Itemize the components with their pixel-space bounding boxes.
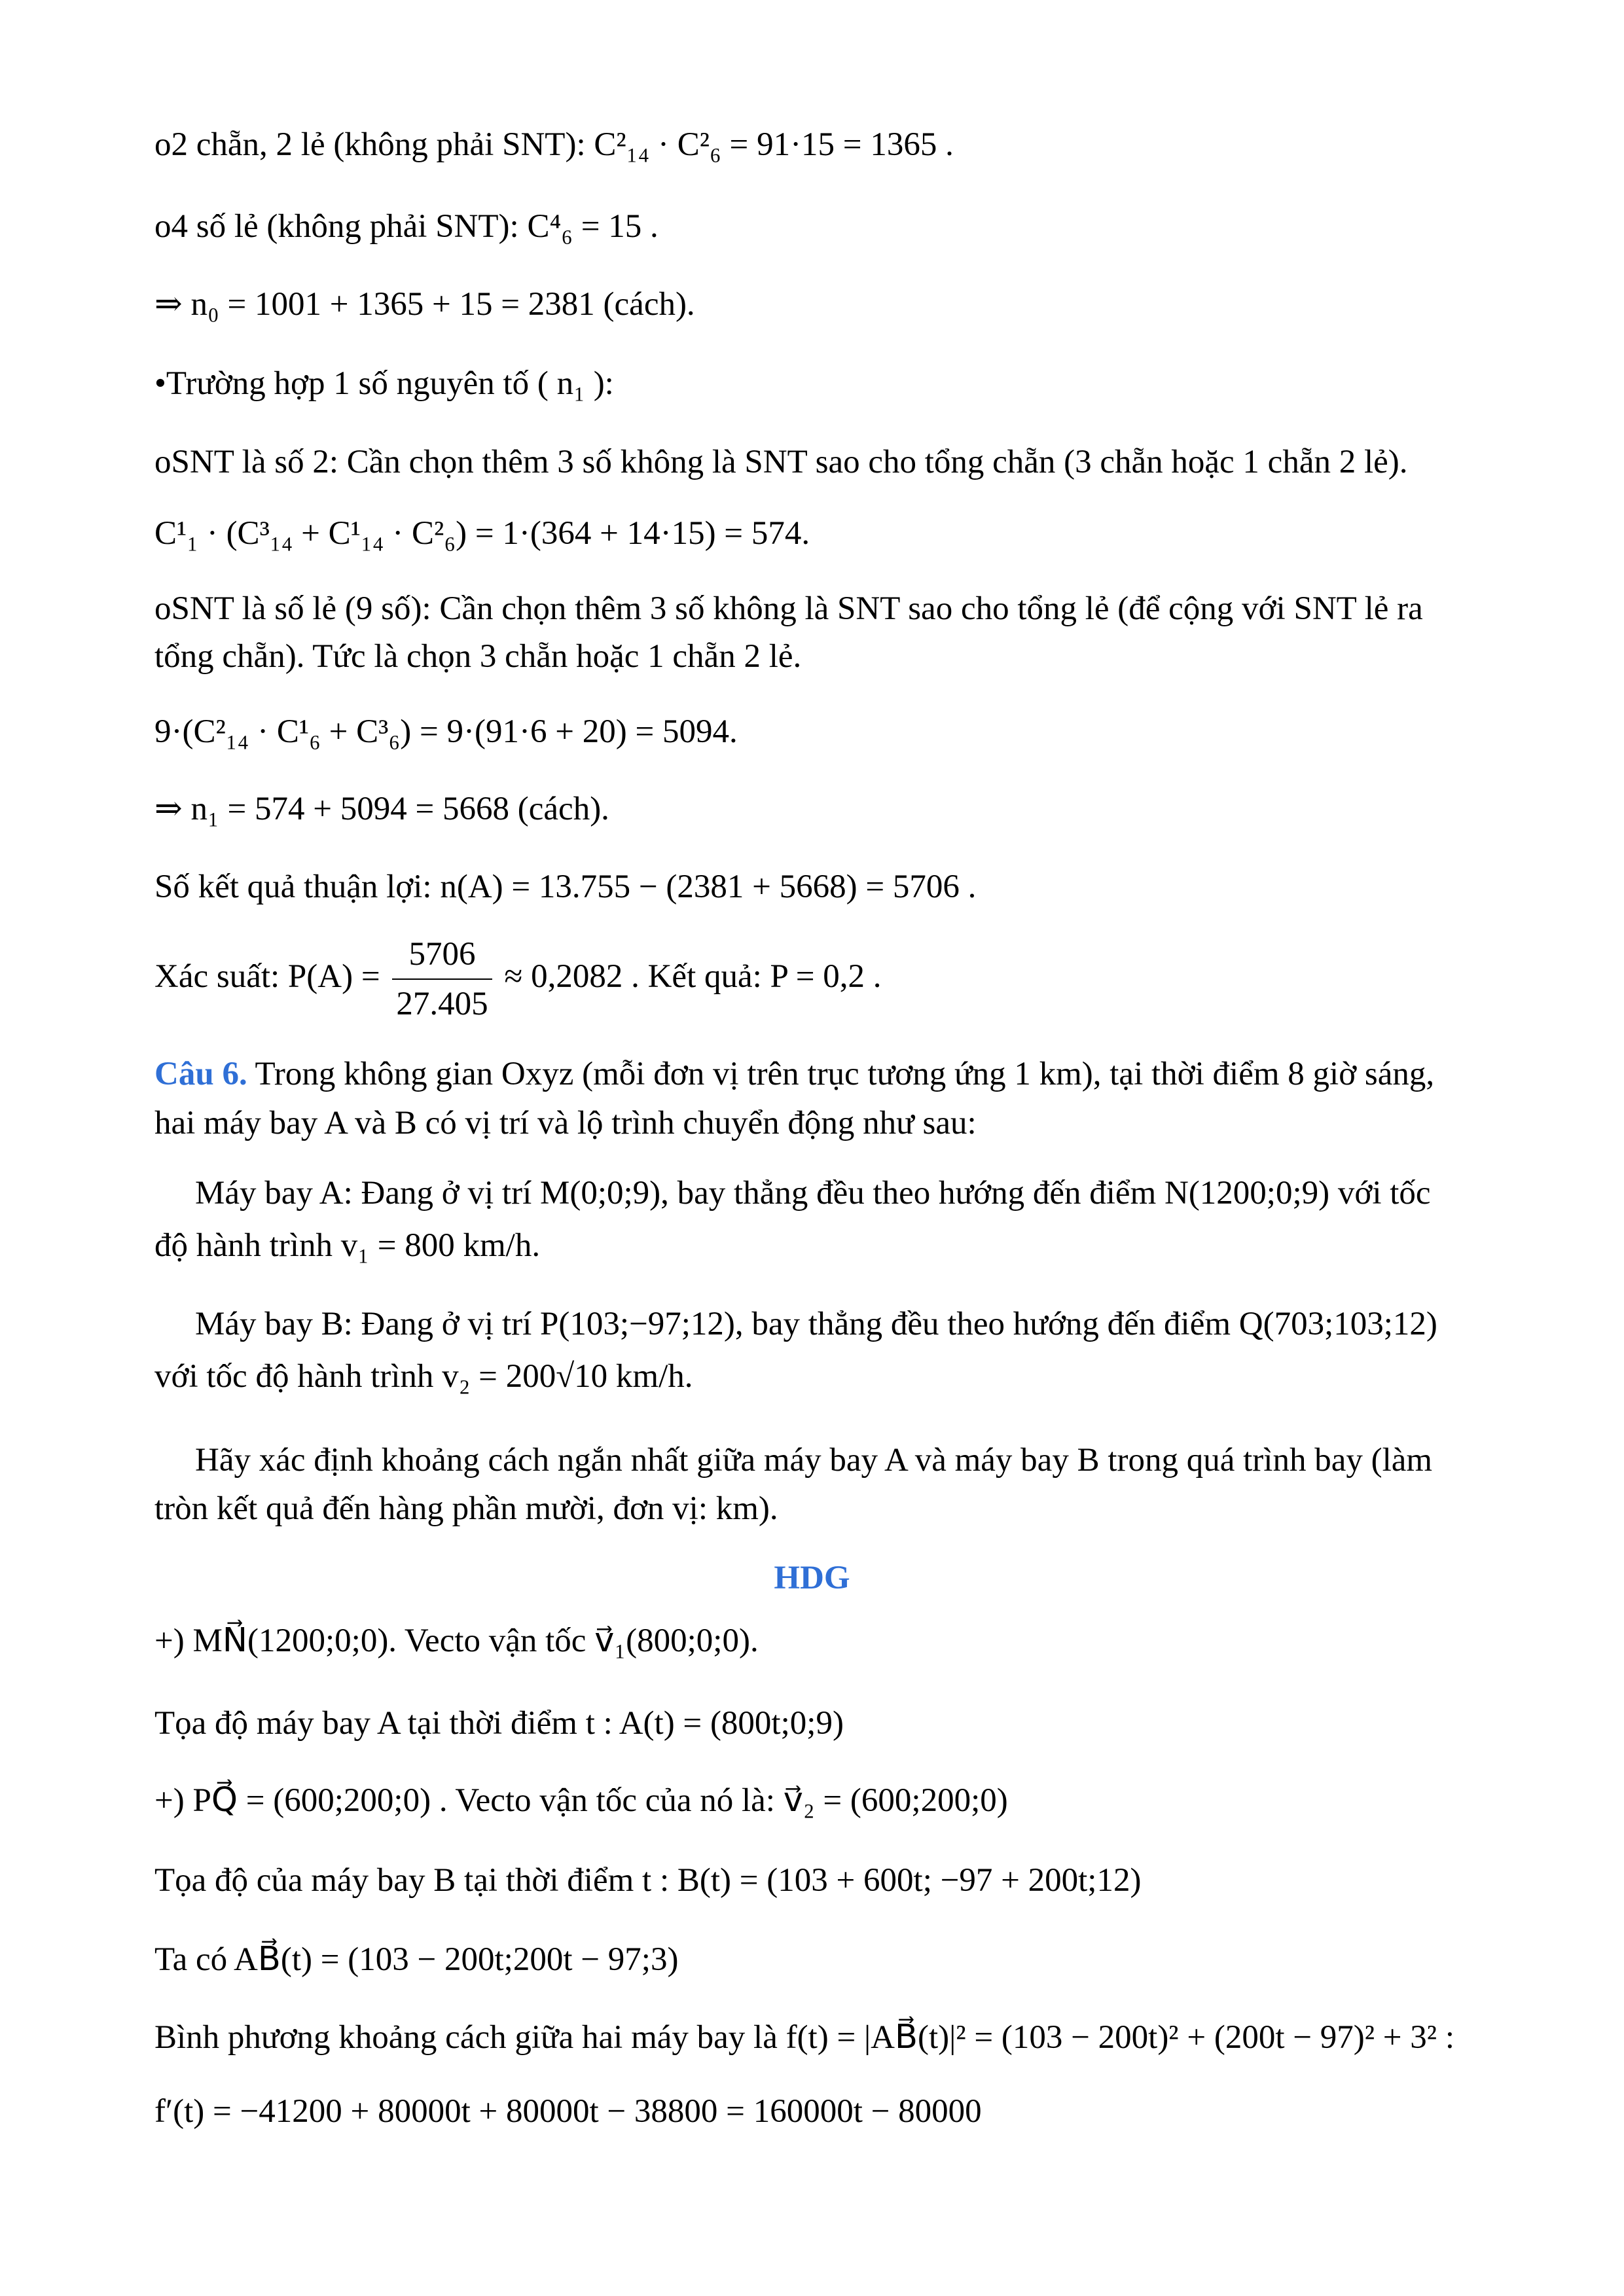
line-n1-result: ⇒ n₁ = 574 + 5094 = 5668 (cách). <box>154 791 609 827</box>
solution-line-6: Bình phương khoảng cách giữa hai máy bay là f(t) = |AB⃗(t)|² = (103 − 200t)² + (200t − 97)² + 3² : <box>154 2019 1455 2056</box>
question-6-text: Trong không gian Oxyz (mỗi đơn vị trên trục tương ứng 1 km), tại thời điểm 8 giờ sáng, <box>247 1056 1435 1092</box>
question-6-line-1 <box>154 1052 1513 1096</box>
solution-line-2: Tọa độ máy bay A tại thời điểm t : A(t) = (800t;0;9) <box>154 1705 844 1742</box>
probability-fraction <box>392 933 492 1026</box>
line-case-one-prime: •Trường hợp 1 số nguyên tố ( n₁ ): <box>154 365 614 402</box>
probability-result: ≈ 0,2082 . Kết quả: P = 0,2 . <box>504 958 882 995</box>
plane-b-line-2: với tốc độ hành trình v₂ = 200√10 km/h. <box>154 1358 693 1395</box>
fraction-numerator: 5706 <box>392 933 492 980</box>
solution-line-1: +) MN⃗(1200;0;0). Vecto vận tốc v⃗₁(800;0;0). <box>154 1623 759 1659</box>
solution-line-5: Ta có AB⃗(t) = (103 − 200t;200t − 97;3) <box>154 1941 679 1978</box>
solution-heading: HDG <box>774 1560 850 1596</box>
line-probability <box>154 933 1513 1026</box>
solution-line-4: Tọa độ của máy bay B tại thời điểm t : B(t) = (103 + 600t; −97 + 200t;12) <box>154 1862 1142 1899</box>
fraction-denominator: 27.405 <box>396 986 488 1023</box>
line-n0-result: ⇒ n₀ = 1001 + 1365 + 15 = 2381 (cách). <box>154 286 695 323</box>
line-prime-2-calc: C¹₁ · (C³₁₄ + C¹₁₄ · C²₆) = 1·(364 + 14·15) = 574. <box>154 515 810 552</box>
question-line-1: Hãy xác định khoảng cách ngắn nhất giữa máy bay A và máy bay B trong quá trình bay (làm <box>195 1442 1433 1479</box>
solution-line-3: +) PQ⃗ = (600;200;0) . Vecto vận tốc của nó là: v⃗₂ = (600;200;0) <box>154 1782 1008 1819</box>
question-6-line-2: hai máy bay A và B có vị trí và lộ trình chuyển động như sau: <box>154 1105 977 1141</box>
line-favorable-outcomes: Số kết quả thuận lợi: n(A) = 13.755 − (2381 + 5668) = 5706 . <box>154 869 977 905</box>
line-prime-is-2: oSNT là số 2: Cần chọn thêm 3 số không là SNT sao cho tổng chẵn (3 chẵn hoặc 1 chẵn 2 lẻ). <box>154 444 1408 480</box>
probability-label: Xác suất: P(A) = <box>154 958 380 995</box>
plane-a-line-2: độ hành trình v₁ = 800 km/h. <box>154 1227 541 1264</box>
line-case-4-odd: o4 số lẻ (không phải SNT): C⁴₆ = 15 . <box>154 208 659 245</box>
solution-line-7: f′(t) = −41200 + 80000t + 80000t − 38800 = 160000t − 80000 <box>154 2093 982 2130</box>
question-6-label: Câu 6. <box>154 1056 247 1092</box>
question-line-2: tròn kết quả đến hàng phần mười, đơn vị: km). <box>154 1490 778 1527</box>
plane-a-line-1: Máy bay A: Đang ở vị trí M(0;0;9), bay thẳng đều theo hướng đến điểm N(1200;0;9) với tốc <box>195 1175 1431 1211</box>
plane-b-line-1: Máy bay B: Đang ở vị trí P(103;−97;12), bay thẳng đều theo hướng đến điểm Q(703;103;12) <box>195 1306 1437 1342</box>
line-case-2-even-2-odd: o2 chẵn, 2 lẻ (không phải SNT): C²₁₄ · C²₆ = 91·15 = 1365 . <box>154 126 954 163</box>
line-prime-odd-b: tổng chẵn). Tức là chọn 3 chẵn hoặc 1 chẵn 2 lẻ. <box>154 638 802 675</box>
line-prime-odd-calc: 9·(C²₁₄ · C¹₆ + C³₆) = 9·(91·6 + 20) = 5094. <box>154 713 738 750</box>
line-prime-odd-a: oSNT là số lẻ (9 số): Cần chọn thêm 3 số không là SNT sao cho tổng lẻ (để cộng với SNT lẻ ra <box>154 590 1423 627</box>
